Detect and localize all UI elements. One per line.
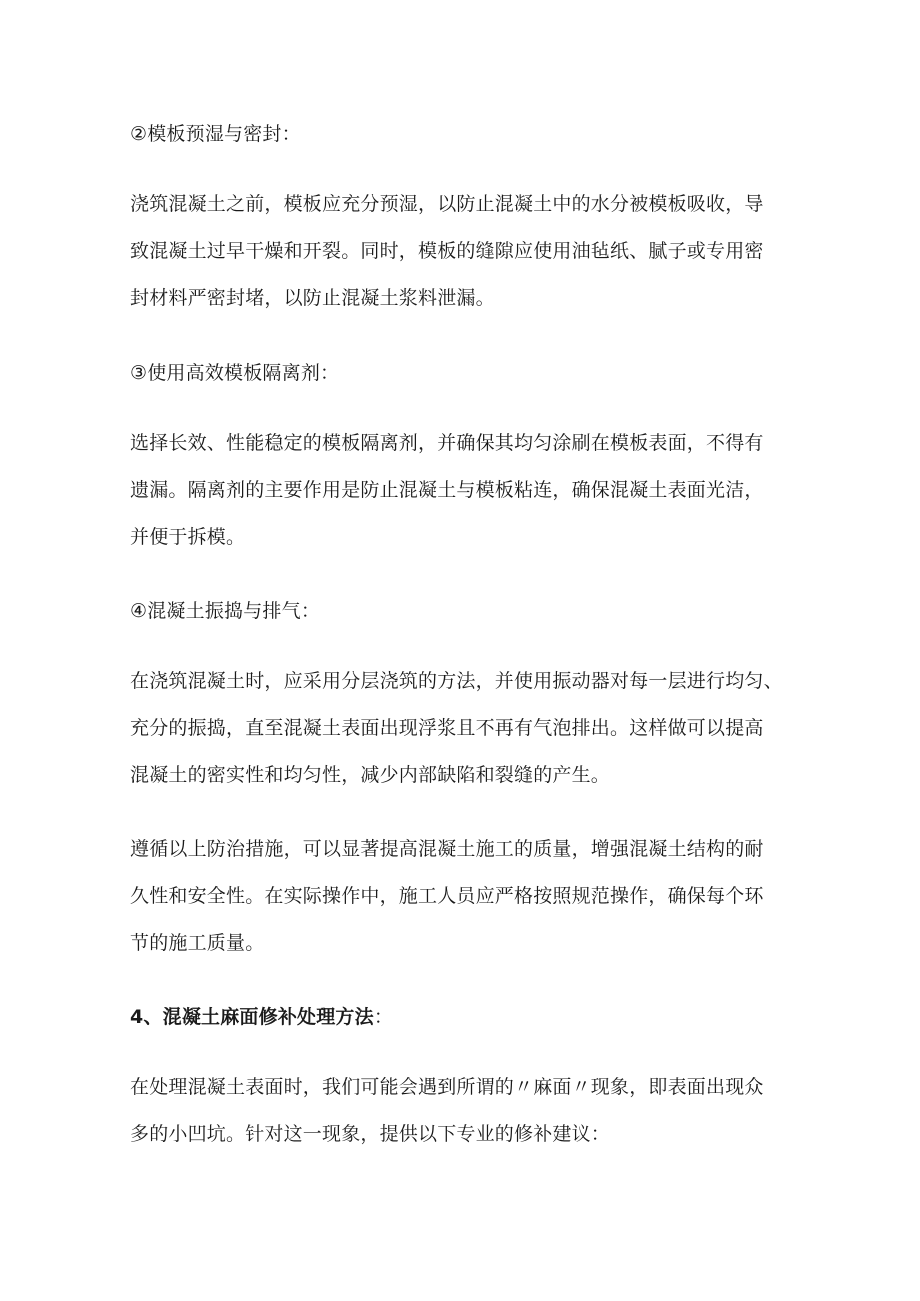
text-line: 在处理混凝土表面时，我们可能会遇到所谓的〃麻面〃现象，即表面出现众: [130, 1076, 764, 1098]
text-line: ②模板预湿与密封：: [130, 123, 301, 145]
paragraph-release-agent: [130, 420, 810, 561]
heading-line: [130, 994, 810, 1041]
text-line: ④混凝土振捣与排气：: [130, 600, 321, 622]
subheading-release-agent: [130, 350, 810, 397]
text-line: 遗漏。隔离剂的主要作用是防止混凝土与模板粘连，确保混凝土表面光洁，: [130, 479, 764, 501]
text-line: 并便于拆模。: [130, 526, 246, 548]
paragraph-summary: [130, 826, 810, 967]
subheading-vibration: [130, 588, 810, 635]
text-line: 浇筑混凝土之前，模板应充分预湿，以防止混凝土中的水分被模板吸收，导: [130, 193, 764, 215]
text-line: 充分的振捣，直至混凝土表面出现浮浆且不再有气泡排出。这样做可以提高: [130, 717, 764, 739]
text-line: ③使用高效模板隔离剂：: [130, 362, 340, 384]
paragraph-formwork-wetting: [130, 181, 810, 322]
text-line: 在浇筑混凝土时，应采用分层浇筑的方法，并使用振动器对每一层进行均匀、: [130, 670, 783, 692]
paragraph-pitting-intro: [130, 1064, 810, 1158]
text-line: 混凝土的密实性和均匀性，减少内部缺陷和裂缝的产生。: [130, 764, 611, 786]
heading-bold-text: 4、混凝土麻面修补处理方法: [130, 1006, 374, 1028]
text-line: 致混凝土过早干燥和开裂。同时，模板的缝隙应使用油毡纸、腻子或专用密: [130, 240, 764, 262]
heading-colon: ：: [373, 1006, 394, 1028]
text-line: 选择长效、性能稳定的模板隔离剂，并确保其均匀涂刷在模板表面，不得有: [130, 432, 764, 454]
text-line: 久性和安全性。在实际操作中，施工人员应严格按照规范操作，确保每个环: [130, 885, 764, 907]
text-line: 封材料严密封堵，以防止混凝土浆料泄漏。: [130, 287, 495, 309]
paragraph-vibration: [130, 658, 810, 799]
section-heading-pitting-repair: [130, 994, 810, 1041]
subheading-formwork-wetting: [130, 111, 810, 158]
text-line: 遵循以上防治措施，可以显著提高混凝土施工的质量，增强混凝土结构的耐: [130, 838, 764, 860]
text-line: 多的小凹坑。针对这一现象，提供以下专业的修补建议：: [130, 1123, 611, 1145]
text-line: 节的施工质量。: [130, 932, 265, 954]
